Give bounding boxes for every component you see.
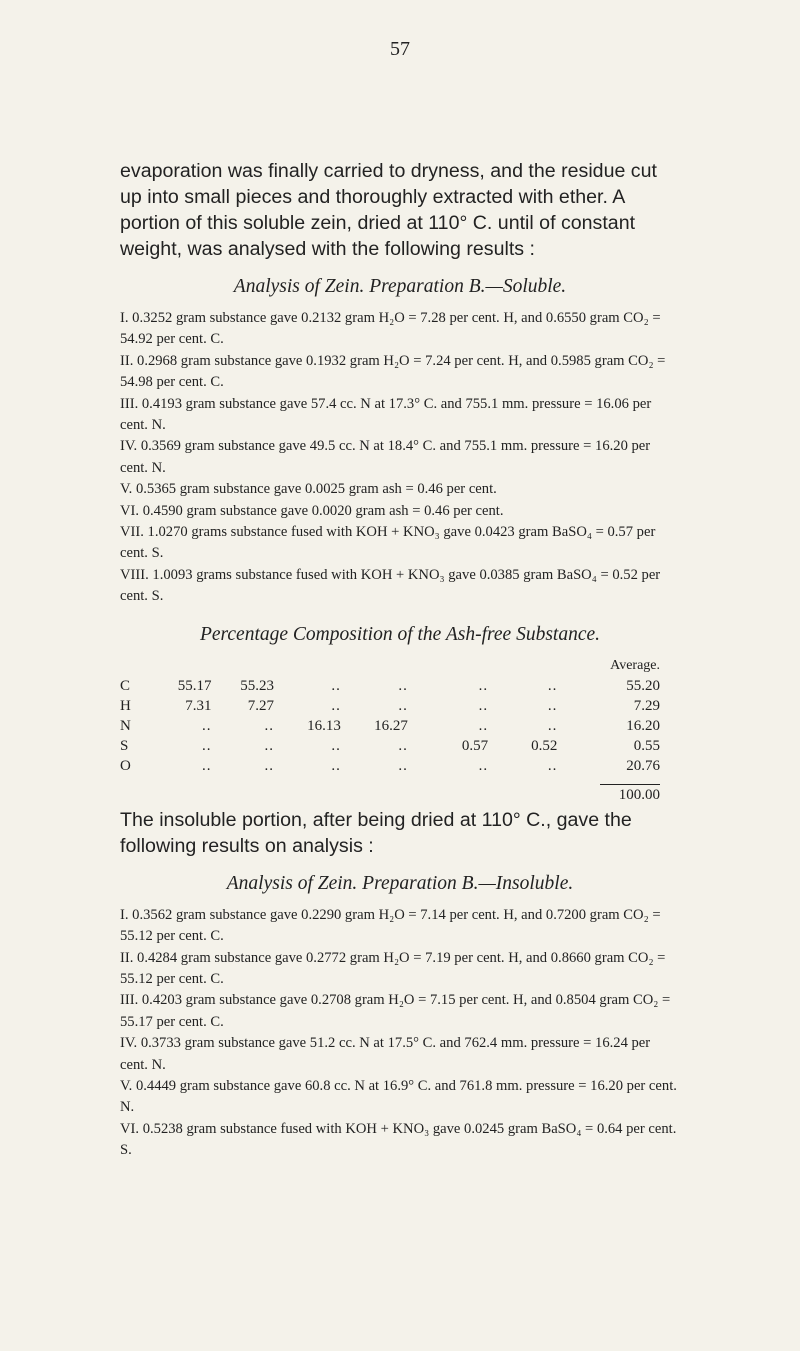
insoluble-entry: IV. 0.3733 gram substance gave 51.2 cc. N at 17.5° C. and 762.4 mm. pressure = 16.24 per cent. N. [120,1035,651,1073]
average-cell: 20.76 [626,757,660,774]
intro-paragraph: evaporation was finally carried to dryness, and the residue cut up into small pieces and thoroughly extracted with ether. A portion of this soluble zein, dried at 110° C. until of constant weight, was analysed with the following results : [120,160,657,260]
value-cell: .. [201,757,212,774]
value-cell: .. [478,677,489,694]
insoluble-entry: VI. 0.5238 gram substance fused with KOH + KNO₃ gave 0.0245 gram BaSO₄ = 0.64 per cent. S. [120,1120,677,1159]
value-cell: .. [547,717,558,734]
composition-total-row [120,776,660,805]
value-cell: .. [264,717,274,734]
value-cell: 0.52 [531,737,558,754]
insoluble-intro-paragraph: The insoluble portion, after being dried at 110° C., gave the following results on analysis : [120,808,632,857]
composition-heading: Percentage Composition of the Ash-free Substance. [199,623,601,645]
value-cell: .. [201,717,212,734]
value-cell: .. [398,737,408,754]
composition-row-c [120,676,660,696]
insoluble-entry: I. 0.3562 gram substance gave 0.2290 gram H₂O = 7.14 per cent. H, and 0.7200 gram CO₂ = 55.12 per cent. C. [120,906,661,945]
value-cell: .. [478,697,489,714]
soluble-entry: I. 0.3252 gram substance gave 0.2132 gram H₂O = 7.28 per cent. H, and 0.6550 gram CO₂ = 54.92 per cent. C. [120,310,661,348]
insoluble-analysis-list [120,905,680,1162]
element-label: C [120,677,131,694]
value-cell: .. [264,757,274,774]
soluble-analysis-list [120,308,680,608]
composition-row-s [120,736,660,756]
value-cell: 7.27 [247,697,274,714]
value-cell: .. [547,757,558,774]
value-cell: 55.17 [177,677,212,694]
insoluble-analysis-heading: Analysis of Zein. Preparation B.—Insoluble. [226,872,574,894]
insoluble-entry: II. 0.4284 gram substance gave 0.2772 gram H₂O = 7.19 per cent. H, and 0.8660 gram CO₂ = 55.12 per cent. C. [120,949,666,987]
average-cell: 16.20 [626,717,660,734]
composition-table [120,656,660,805]
value-cell: 16.27 [374,717,408,734]
value-cell: .. [478,717,489,734]
soluble-entry: V. 0.5365 gram substance gave 0.0025 gram ash = 0.46 per cent. [120,481,497,498]
value-cell: .. [478,757,489,774]
insoluble-entry: V. 0.4449 gram substance gave 60.8 cc. N at 16.9° C. and 761.8 mm. pressure = 16.20 per cent. N. [120,1077,677,1116]
element-label: N [120,717,131,734]
soluble-analysis-heading: Analysis of Zein. Preparation B.—Soluble. [233,276,567,297]
value-cell: .. [398,757,408,774]
composition-row-n [120,716,660,736]
value-cell: .. [331,697,341,714]
composition-header-row [120,656,660,676]
value-cell: .. [201,737,212,754]
value-cell: .. [331,677,341,694]
value-cell: .. [331,737,341,754]
element-label: S [120,737,129,754]
composition-row-h [120,696,660,716]
average-cell: 7.29 [633,697,660,714]
value-cell: .. [547,697,558,714]
soluble-entry: VI. 0.4590 gram substance gave 0.0020 gram ash = 0.46 per cent. [120,502,504,519]
insoluble-entry: III. 0.4203 gram substance gave 0.2708 gram H₂O = 7.15 per cent. H, and 0.8504 gram CO₂ = 55.17 per cent. C. [120,992,671,1030]
value-cell: .. [398,697,408,714]
element-label: O [120,757,131,774]
value-cell: 0.57 [461,737,489,754]
value-cell: .. [398,677,408,694]
page-content [120,158,680,1162]
soluble-entry: IV. 0.3569 gram substance gave 49.5 cc. N at 18.4° C. and 755.1 mm. pressure = 16.20 per cent. N. [120,438,651,476]
sum-rule [600,784,660,785]
value-cell: 7.31 [185,697,212,714]
soluble-entry: VIII. 1.0093 grams substance fused with KOH + KNO₃ gave 0.0385 gram BaSO₄ = 0.52 per cent. S. [120,566,661,605]
average-cell: 55.20 [626,677,660,694]
page-number: 57 [390,38,410,60]
value-cell: .. [331,757,341,774]
value-cell: .. [547,677,558,694]
average-label: Average. [610,657,660,673]
value-cell: .. [264,737,274,754]
soluble-entry: II. 0.2968 gram substance gave 0.1932 gram H₂O = 7.24 per cent. H, and 0.5985 gram CO₂ = 54.98 per cent. C. [120,352,666,391]
soluble-entry: III. 0.4193 gram substance gave 57.4 cc. N at 17.3° C. and 755.1 mm. pressure = 16.06 per cent. N. [120,395,652,434]
soluble-entry: VII. 1.0270 grams substance fused with KOH + KNO₃ gave 0.0423 gram BaSO₄ = 0.57 per cent. S. [120,524,656,562]
value-cell: 16.13 [307,717,341,734]
composition-row-o [120,756,660,776]
element-label: H [120,697,131,714]
total-cell [557,776,660,805]
average-cell: 0.55 [633,737,660,754]
value-cell: 55.23 [240,677,274,694]
total-value: 100.00 [618,786,660,803]
